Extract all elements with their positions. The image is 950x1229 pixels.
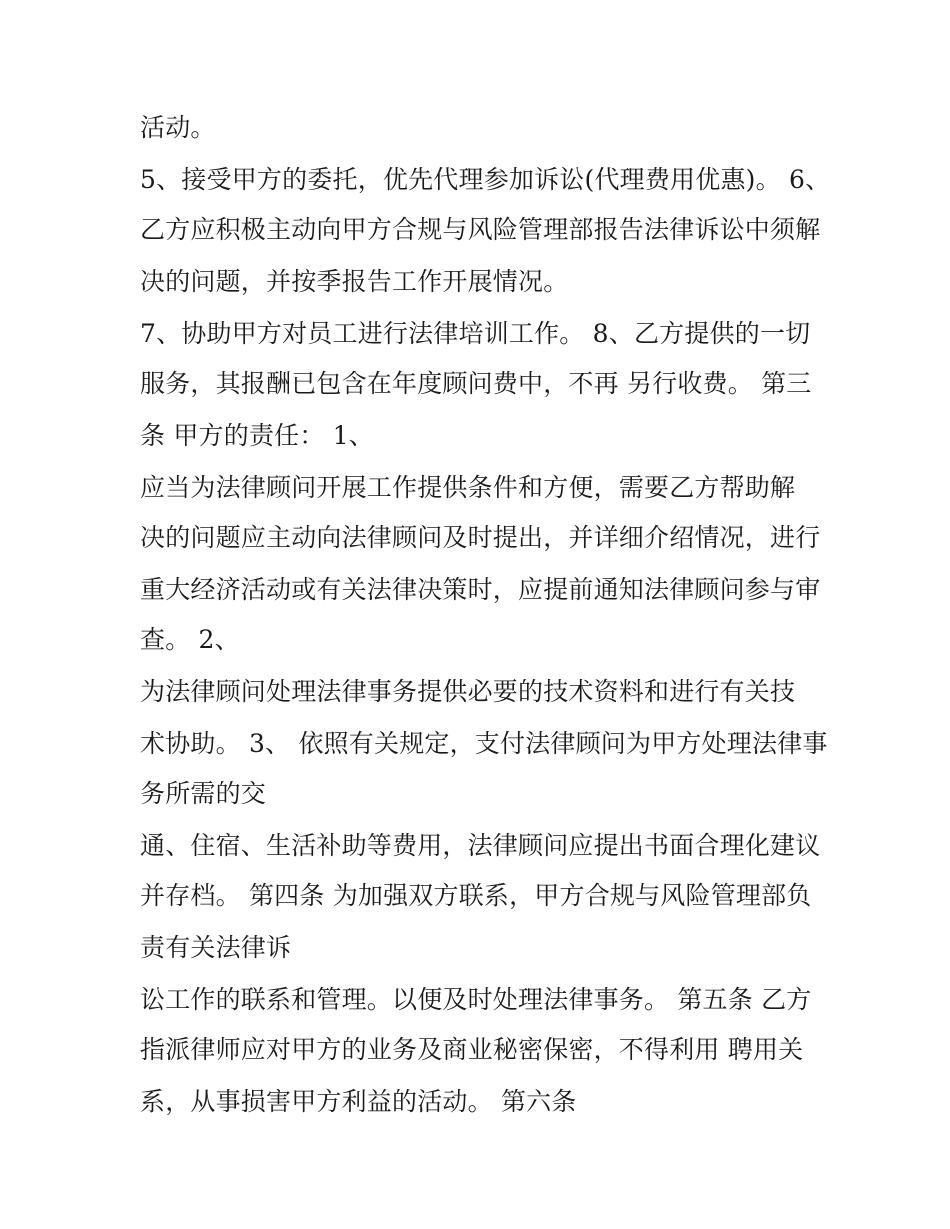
text-line: 服务，其报酬已包含在年度顾问费中，不再 另行收费。 第三: [140, 369, 812, 398]
text-line: 7、协助甲方对员工进行法律培训工作。 8、乙方提供的一切: [140, 319, 811, 348]
text-line: 决的问题应主动向法律顾问及时提出，并详细介绍情况，进行: [140, 523, 821, 552]
text-line: 为法律顾问处理法律事务提供必要的技术资料和进行有关技: [140, 677, 796, 706]
text-line: 5、接受甲方的委托，优先代理参加诉讼(代理费用优惠)。 6、: [140, 165, 831, 194]
text-line: 决的问题，并按季报告工作开展情况。: [140, 267, 569, 296]
text-line: 责有关法律诉: [140, 933, 292, 962]
text-line: 通、住宿、生活补助等费用，法律顾问应提出书面合理化建议: [140, 831, 821, 860]
text-line: 务所需的交: [140, 779, 267, 808]
text-line: 系，从事损害甲方利益的活动。 第六条: [140, 1087, 577, 1116]
text-line: 重大经济活动或有关法律决策时，应提前通知法律顾问参与审: [140, 575, 821, 604]
text-line: 指派律师应对甲方的业务及商业秘密保密，不得利用 聘用关: [140, 1035, 804, 1064]
text-line: 查。 2、: [140, 625, 240, 654]
text-line: 活动。: [140, 113, 216, 142]
text-line: 应当为法律顾问开展工作提供条件和方便，需要乙方帮助解: [140, 473, 796, 502]
text-line: 术协助。 3、 依照有关规定，支付法律顾问为甲方处理法律事: [140, 729, 828, 758]
text-line: 讼工作的联系和管理。以便及时处理法律事务。 第五条 乙方: [140, 985, 812, 1014]
text-line: 并存档。 第四条 为加强双方联系，甲方合规与风险管理部负: [140, 881, 812, 910]
text-line: 乙方应积极主动向甲方合规与风险管理部报告法律诉讼中须解: [140, 215, 821, 244]
text-line: 条 甲方的责任： 1、: [140, 421, 375, 450]
